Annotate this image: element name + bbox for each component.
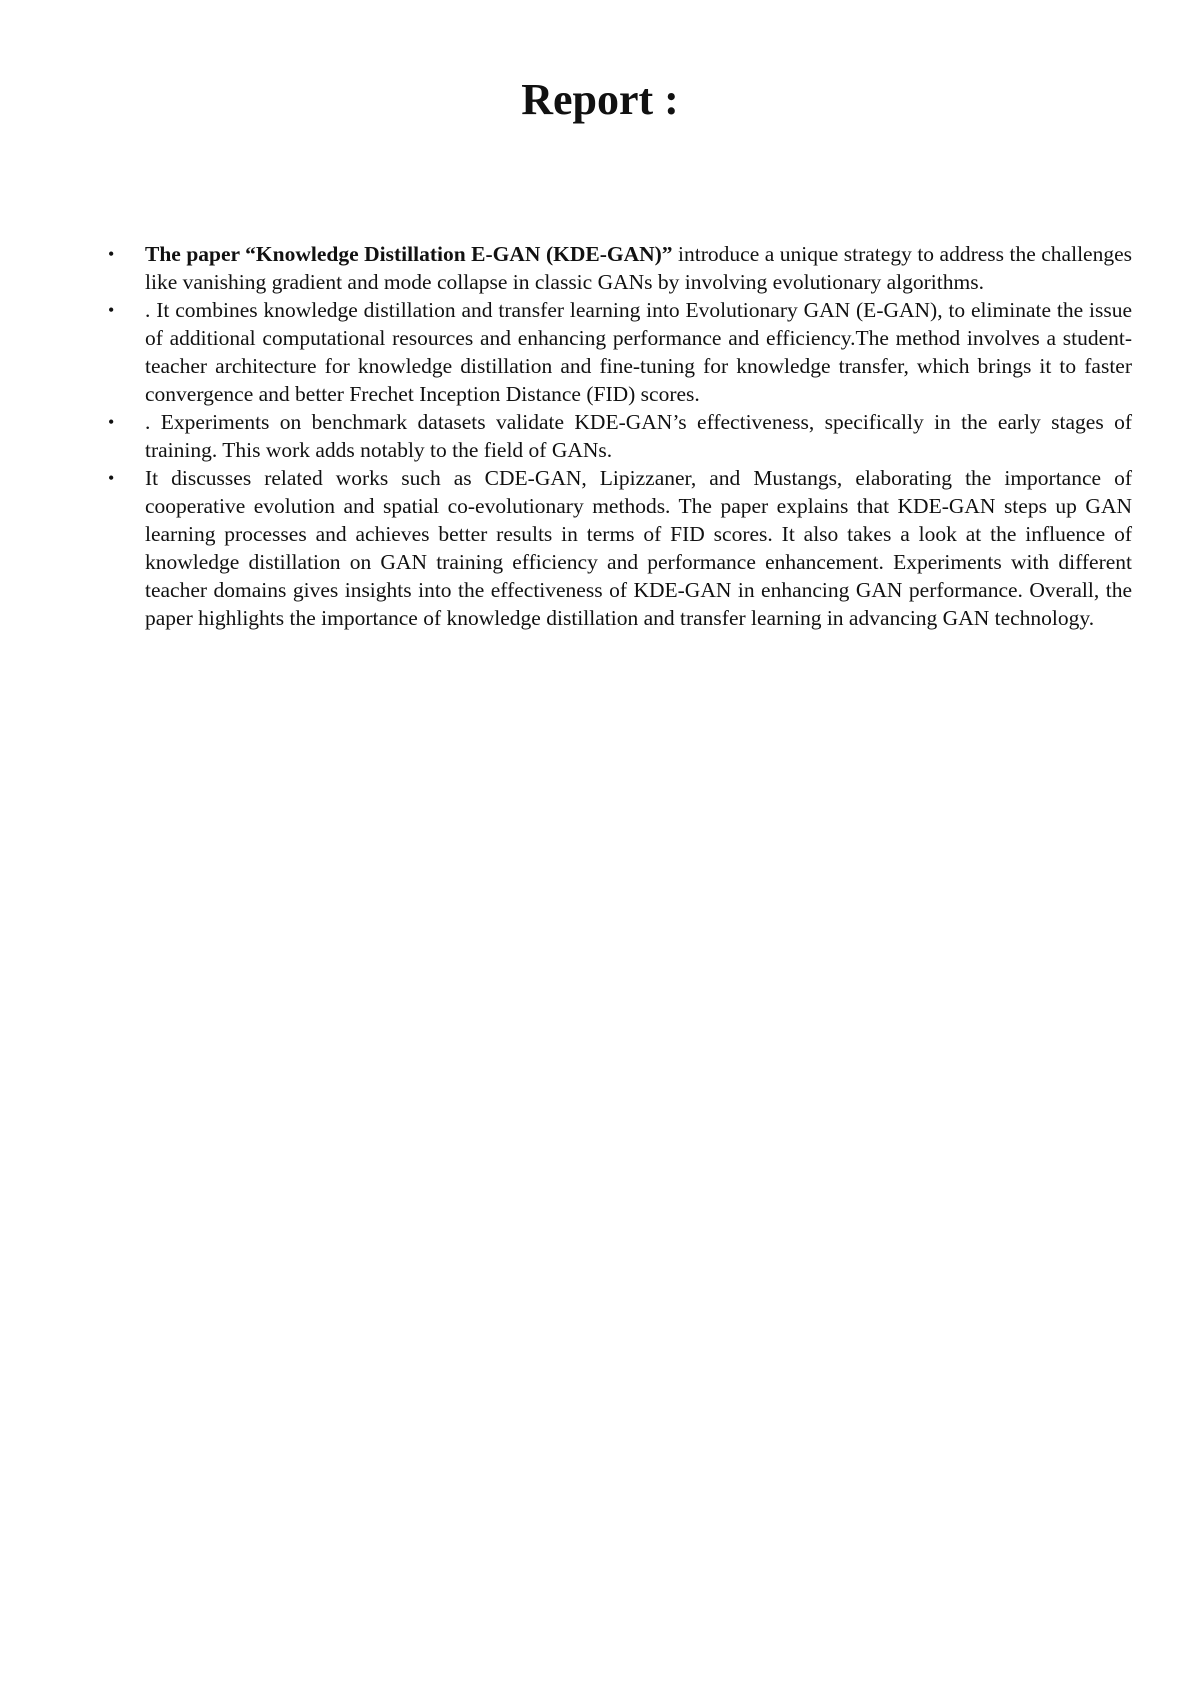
bullet-text: introduce a unique strategy to address the challenges like vanishing gradient and mode collapse in classic GANs by involving evolutionary algorithms. [145,242,1132,294]
list-item [100,464,1132,632]
bullet-text: . Experiments on benchmark datasets validate KDE-GAN’s effectiveness, specifically in the early stages of training. This work adds notably to the field of GANs. [145,410,1132,462]
bullet-text: . It combines knowledge distillation and transfer learning into Evolutionary GAN (E-GAN), to eliminate the issue of additional computational resources and enhancing performance and efficiency.The method involves a student-teacher architecture for knowledge distillation and fine-tuning for knowledge transfer, which brings it to faster convergence and better Frechet Inception Distance (FID) scores. [145,298,1132,406]
bullet-icon: • [108,468,115,488]
page-title: Report : [521,75,679,124]
list-item [100,296,1132,408]
bullet-list [100,240,1132,632]
bullet-icon: • [108,300,115,320]
list-item [100,240,1132,296]
bullet-text: It discusses related works such as CDE-GAN, Lipizzaner, and Mustangs, elaborating the importance of cooperative evolution and spatial co-evolutionary methods. The paper explains that KDE-GAN steps up GAN learning processes and achieves better results in terms of FID scores. It also takes a look at the influence of knowledge distillation on GAN training efficiency and performance enhancement. Experiments with different teacher domains gives insights into the effectiveness of KDE-GAN in enhancing GAN performance. Overall, the paper highlights the importance of knowledge distillation and transfer learning in advancing GAN technology. [145,466,1132,630]
paper-title-text: The paper “Knowledge Distillation E-GAN (KDE-GAN)” [145,242,673,266]
bullet-icon: • [108,244,115,264]
bullet-icon: • [108,412,115,432]
list-item [100,408,1132,464]
